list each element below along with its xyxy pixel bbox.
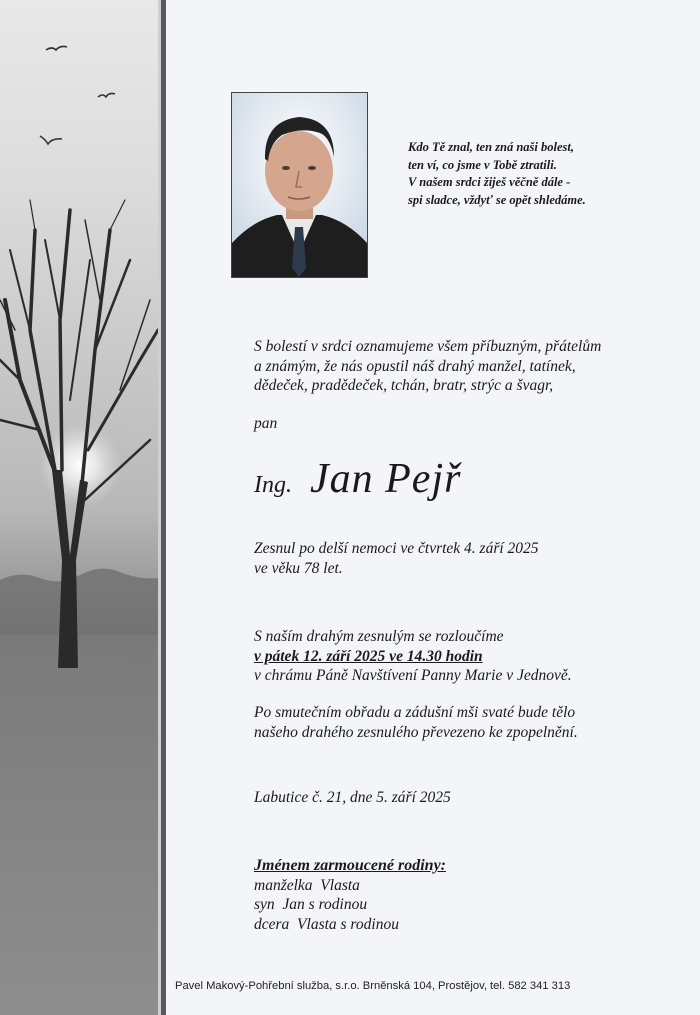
motto-line: spi sladce, vždyť se opět shledáme. bbox=[408, 192, 586, 207]
death-info bbox=[254, 539, 539, 578]
farewell-datetime: v pátek 12. září 2025 ve 14.30 hodin bbox=[254, 647, 483, 665]
portrait-photo bbox=[231, 92, 368, 278]
bird-icon bbox=[40, 136, 62, 144]
family-signature bbox=[254, 856, 446, 934]
motto-line: Kdo Tě znal, ten zná naši bolest, bbox=[408, 140, 574, 154]
announcement-line: S bolestí v srdci oznamujeme všem příbuzným, přátelům bbox=[254, 338, 602, 355]
ceremony-info bbox=[254, 703, 578, 742]
divider bbox=[161, 0, 166, 1015]
farewell-info bbox=[254, 627, 572, 686]
deceased-name-line bbox=[254, 455, 461, 503]
motto-poem bbox=[408, 139, 668, 209]
death-line: ve věku 78 let. bbox=[254, 559, 343, 577]
bird-icon bbox=[46, 46, 67, 50]
decorative-tree-image bbox=[0, 0, 158, 1015]
announcement-line: dědeček, pradědeček, tchán, bratr, strýc a švagr, bbox=[254, 377, 554, 394]
family-member: syn Jan s rodinou bbox=[254, 896, 368, 913]
deceased-name: Jan Pejř bbox=[310, 456, 462, 502]
family-heading: Jménem zarmoucené rodiny: bbox=[254, 857, 446, 874]
family-member: manželka Vlasta bbox=[254, 876, 360, 894]
family-member: dcera Vlasta s rodinou bbox=[254, 915, 399, 933]
funeral-service-footer: Pavel Makový-Pohřební služba, s.r.o. Brněnská 104, Prostějov, tel. 582 341 313 bbox=[175, 980, 571, 992]
bird-icon bbox=[98, 93, 115, 97]
announcement-line: a známým, že nás opustil náš drahý manžel, tatínek, bbox=[254, 357, 576, 375]
salutation: pan bbox=[254, 415, 278, 432]
deceased-title: Ing. bbox=[254, 472, 292, 498]
ceremony-line: Po smutečním obřadu a zádušní mši svaté bude tělo bbox=[254, 704, 576, 721]
farewell-intro: S naším drahým zesnulým se rozloučíme bbox=[254, 628, 504, 645]
motto-line: ten ví, co jsme v Tobě ztratili. bbox=[408, 157, 557, 172]
announcement-text bbox=[254, 337, 601, 396]
tree-scene bbox=[0, 0, 158, 1015]
death-line: Zesnul po delší nemoci ve čtvrtek 4. září 2025 bbox=[254, 540, 539, 557]
farewell-location: v chrámu Páně Navštívení Panny Marie v Jednově. bbox=[254, 667, 572, 684]
ceremony-line: našeho drahého zesnulého převezeno ke zpopelnění. bbox=[254, 723, 578, 741]
motto-line: V našem srdci žiješ věčně dále - bbox=[408, 175, 571, 189]
place-date: Labutice č. 21, dne 5. září 2025 bbox=[254, 789, 451, 806]
